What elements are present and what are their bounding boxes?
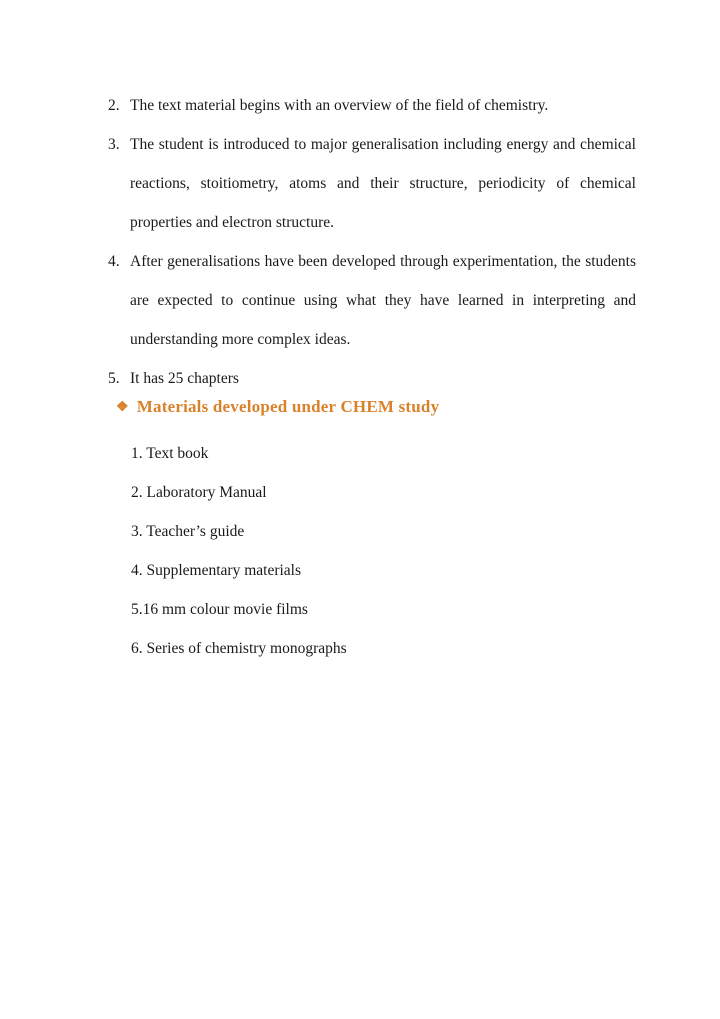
list-item-number: 3.: [108, 136, 120, 153]
list-item-text: It has 25 chapters: [130, 370, 239, 387]
materials-item: 6. Series of chemistry monographs: [131, 640, 347, 657]
list-item-number: 4.: [108, 253, 120, 270]
list-item-number: 5.: [108, 370, 120, 387]
materials-item: 2. Laboratory Manual: [131, 484, 267, 501]
numbered-list: [108, 86, 636, 398]
list-item-text: After generalisations have been developed through experimentation, the students are expected to continue using what they have learned in interpreting and understanding more complex ideas.: [130, 253, 636, 348]
materials-item: 1. Text book: [131, 445, 209, 462]
materials-item: 4. Supplementary materials: [131, 562, 302, 579]
list-item-number: 2.: [108, 97, 120, 114]
list-item: [108, 86, 636, 125]
list-item-text: The student is introduced to major generalisation including energy and chemical reactions, stoitiometry, atoms and their structure, periodicity of chemical properties and electron structure.: [130, 136, 636, 231]
diamond-bullet-icon: ❖: [116, 399, 129, 415]
list-item-text: The text material begins with an overview of the field of chemistry.: [130, 97, 549, 114]
materials-item: 5.16 mm colour movie films: [131, 601, 308, 618]
section-heading-text: Materials developed under CHEM study: [136, 397, 440, 416]
list-item: [108, 359, 636, 398]
list-item: [108, 242, 636, 359]
section-heading: [116, 397, 439, 417]
materials-list: [131, 434, 347, 668]
materials-item: 3. Teacher’s guide: [131, 523, 245, 540]
list-item: [108, 125, 636, 242]
